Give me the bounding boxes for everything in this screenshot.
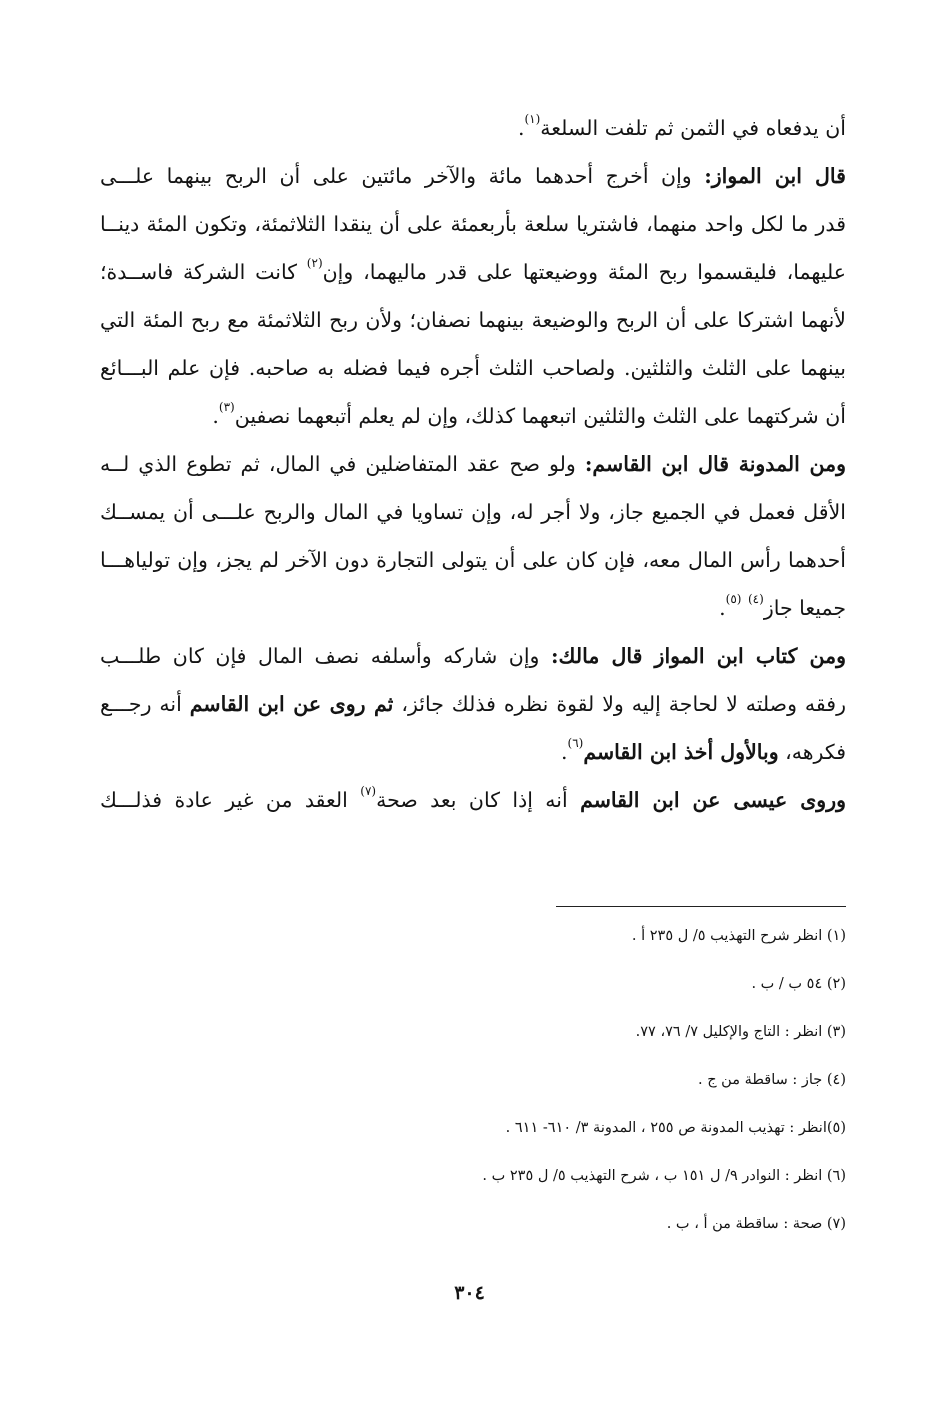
text-run: . bbox=[212, 404, 219, 428]
text-run: رفقه وصلته لا لحاجة إليه ولا لقوة نظره فذلك جائز، bbox=[393, 692, 846, 716]
main-text bbox=[100, 104, 846, 824]
footnote-ref: (٥) bbox=[725, 592, 742, 607]
text-run: وإن شاركه وأسلفه نصف المال فإن كان طلـــب bbox=[100, 644, 551, 668]
text-line bbox=[100, 680, 846, 728]
text-line bbox=[100, 296, 846, 344]
text-line bbox=[100, 248, 846, 296]
footnote: (٢) ٥٤ ب / ب . bbox=[751, 976, 846, 992]
bold-phrase: وبالأول أخذ ابن القاسم bbox=[583, 740, 779, 764]
text-run: . bbox=[561, 740, 568, 764]
text-run: أن شركتهما على الثلث والثلثين اتبعهما كذلك، وإن لم يعلم أتبعهما نصفين bbox=[234, 404, 846, 428]
text-run: كانت الشركة فاســدة؛ bbox=[100, 260, 307, 284]
footnote-separator bbox=[556, 906, 846, 907]
text-run bbox=[741, 596, 748, 620]
footnotes bbox=[120, 916, 846, 1252]
bold-phrase: وروى عيسى عن ابن القاسم bbox=[580, 788, 846, 812]
text-line bbox=[100, 632, 846, 680]
footnote-ref: (٢) bbox=[306, 256, 323, 271]
footnote-ref: (٤) bbox=[747, 592, 764, 607]
footnote: (٣) انظر : التاج والإكليل ٧/ ٧٦، ٧٧. bbox=[635, 1024, 846, 1040]
text-run: أنه إذا كان بعد صحة bbox=[376, 788, 581, 812]
footnote: (١) انظر شرح التهذيب ٥/ ل ٢٣٥ أ . bbox=[631, 928, 846, 944]
footnote: (٦) انظر : النوادر ٩/ ل ١٥١ ب ، شرح التهذيب ٥/ ل ٢٣٥ ب . bbox=[482, 1168, 846, 1184]
text-run: فكرهه، bbox=[778, 740, 846, 764]
footnote: (٥)انظر : تهذيب المدونة ص ٢٥٥ ، المدونة ٣/ ٦١٠- ٦١١ . bbox=[505, 1120, 846, 1136]
text-line bbox=[100, 152, 846, 200]
text-run: العقد من غير عادة فذلـــك bbox=[100, 788, 361, 812]
text-line bbox=[100, 536, 846, 584]
text-line bbox=[100, 776, 846, 824]
text-line bbox=[100, 200, 846, 248]
text-run: أنه رجـــع bbox=[100, 692, 190, 716]
text-run: وإن أخرج أحدهما مائة والآخر مائتين على أن الربح بينهما علـــى bbox=[100, 164, 705, 188]
bold-phrase: ومن المدونة قال ابن القاسم: bbox=[584, 452, 847, 476]
footnote: (٧) صحة : ساقطة من أ ، ب . bbox=[666, 1216, 846, 1232]
text-run: أن يدفعاه في الثمن ثم تلفت السلعة bbox=[540, 116, 846, 140]
footnote: (٤) جاز : ساقطة من ج . bbox=[698, 1072, 846, 1088]
footnote-ref: (٣) bbox=[218, 400, 235, 415]
footnote-ref: (١) bbox=[524, 112, 541, 127]
text-line bbox=[100, 344, 846, 392]
text-run: بينهما على الثلث والثلثين. ولصاحب الثلث أجره فيما فضله به صاحبه. فإن علم البـــائع bbox=[100, 356, 846, 380]
text-run: لأنهما اشتركا على أن الربح والوضيعة بينهما نصفان؛ ولأن ربح الثلاثمئة مع ربح المئة التي bbox=[100, 308, 846, 332]
bold-phrase: ثم روى عن ابن القاسم bbox=[189, 692, 394, 716]
text-run: قدر ما لكل واحد منهما، فاشتريا سلعة بأربعمئة على أن ينقدا الثلاثمئة، وتكون المئة دينــا bbox=[100, 212, 846, 236]
bold-phrase: ومن كتاب ابن المواز قال مالك: bbox=[550, 644, 846, 668]
text-run: الأقل فعمل في الجميع جاز، ولا أجر له، وإن تساويا في المال والربح علـــى أن يمســك bbox=[100, 500, 846, 524]
text-run: جميعا جاز bbox=[763, 596, 846, 620]
text-line bbox=[100, 584, 846, 632]
text-line bbox=[100, 488, 846, 536]
text-run: ولو صح عقد المتفاضلين في المال، ثم تطوع الذي لــه bbox=[100, 452, 585, 476]
text-line bbox=[100, 440, 846, 488]
text-line bbox=[100, 728, 846, 776]
text-run: أحدهما رأس المال معه، فإن كان على أن يتولى التجارة دون الآخر لم يجز، وإن تولياهـــا bbox=[100, 548, 846, 572]
text-line bbox=[100, 392, 846, 440]
page-number: ٣٠٤ bbox=[454, 1282, 485, 1304]
footnote-ref: (٧) bbox=[360, 784, 377, 799]
text-line bbox=[100, 104, 846, 152]
footnote-ref: (٦) bbox=[567, 736, 584, 751]
text-run: . bbox=[517, 116, 525, 140]
text-run: . bbox=[719, 596, 726, 620]
bold-phrase: قال ابن المواز: bbox=[704, 164, 846, 188]
text-run: عليهما، فليقسموا ربح المئة ووضيعتها على قدر ماليهما، وإن bbox=[322, 260, 846, 284]
